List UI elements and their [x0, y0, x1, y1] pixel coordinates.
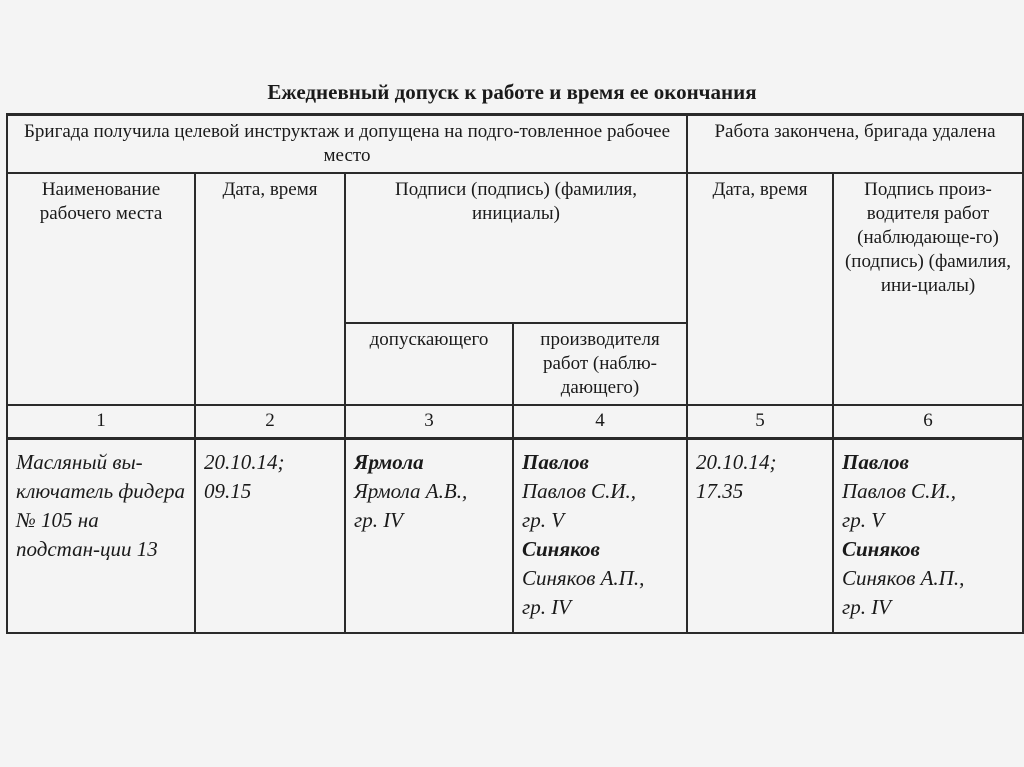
column-number: 2 — [194, 404, 344, 437]
header-work-producer: производителя работ (наблю-дающего) — [512, 322, 686, 404]
group: гр. V — [522, 508, 565, 532]
header-workplace-name: Наименование рабочего места — [6, 172, 194, 404]
header-start-datetime: Дата, время — [194, 172, 344, 404]
full-name: Павлов С.И., — [842, 479, 956, 503]
header-admitter: допускающего — [344, 322, 512, 404]
header-end-datetime: Дата, время — [686, 172, 832, 404]
column-number: 3 — [344, 404, 512, 437]
group: гр. IV — [842, 595, 892, 619]
column-number: 5 — [686, 404, 832, 437]
cell-start-datetime — [194, 437, 344, 632]
signature: Павлов — [842, 450, 909, 474]
header-end-signature: Подпись произ-водителя работ (наблюдающе-го) (подпись) (фамилия, ини-циалы) — [832, 172, 1022, 404]
full-name: Ярмола А.В., — [354, 479, 468, 503]
header-group-completion: Работа закончена, бригада удалена — [686, 113, 1022, 172]
end-date: 20.10.14; — [696, 450, 777, 474]
column-number: 4 — [512, 404, 686, 437]
end-time: 17.35 — [696, 479, 744, 503]
group: гр. IV — [522, 595, 572, 619]
header-group-admission: Бригада получила целевой инструктаж и допущена на подго-товленное рабочее место — [6, 113, 686, 172]
full-name: Синяков А.П., — [842, 566, 965, 590]
cell-work-producer — [512, 437, 686, 632]
start-date: 20.10.14; — [204, 450, 285, 474]
full-name: Павлов С.И., — [522, 479, 636, 503]
signature: Синяков — [522, 537, 600, 561]
column-number: 6 — [832, 404, 1022, 437]
cell-workplace: Масляный вы-ключатель фидера № 105 на подстан-ции 13 — [6, 437, 194, 632]
page-title: Ежедневный допуск к работе и время ее окончания — [267, 80, 757, 104]
column-number: 1 — [6, 404, 194, 437]
group: гр. IV — [354, 508, 404, 532]
cell-end-datetime — [686, 437, 832, 632]
start-time: 09.15 — [204, 479, 252, 503]
full-name: Синяков А.П., — [522, 566, 645, 590]
signature: Ярмола — [354, 450, 424, 474]
signature: Павлов — [522, 450, 589, 474]
cell-end-signature — [832, 437, 1022, 632]
admission-table — [6, 113, 1024, 634]
cell-admitter — [344, 437, 512, 632]
group: гр. V — [842, 508, 885, 532]
header-signatures: Подписи (подпись) (фамилия, инициалы) — [344, 172, 686, 322]
signature: Синяков — [842, 537, 920, 561]
